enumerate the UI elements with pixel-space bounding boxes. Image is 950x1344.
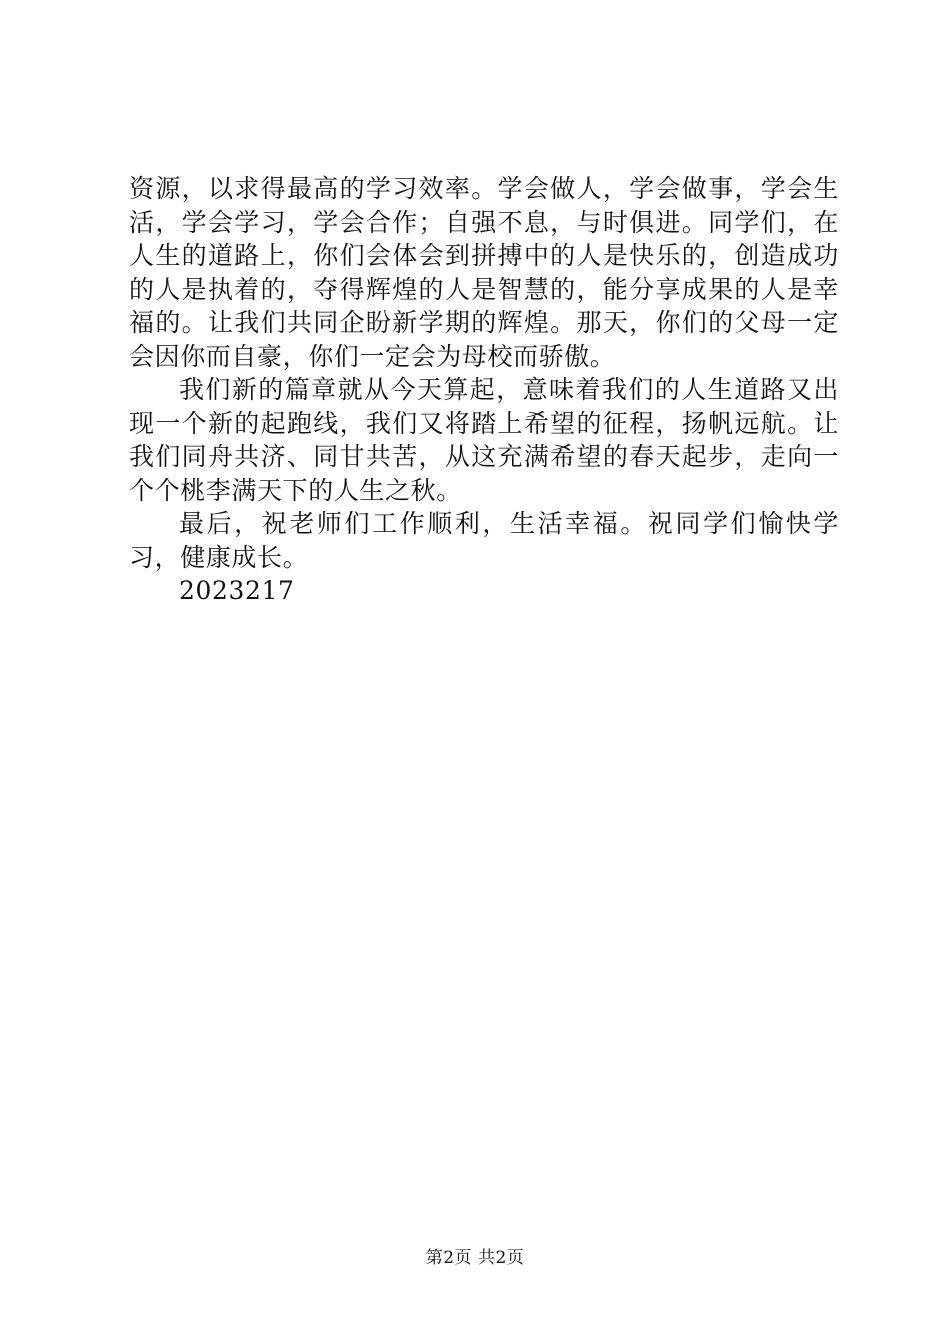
page-footer [0,1243,950,1268]
document-date: 2023217 [179,576,295,605]
paragraph-2: 我们新的篇章就从今天算起，意味着我们的人生道路又出现一个新的起跑线，我们又将踏上希望的征程，扬帆远航。让我们同舟共济、同甘共苦，从这充满希望的春天起步，走向一个个桃李满天下的人生之秋。 [129,375,839,505]
page-number-label: 第2页 共2页 [425,1248,525,1268]
paragraph-1: 资源，以求得最高的学习效率。学会做人，学会做事，学会生活，学会学习，学会合作；自强不息，与时俱进。同学们，在人生的道路上，你们会体会到拼搏中的人是快乐的，创造成功的人是执着的，夺得辉煌的人是智慧的，能分享成果的人是幸福的。让我们共同企盼新学期的辉煌。那天，你们的父母一定会因你而自豪，你们一定会为母校而骄傲。 [129,174,839,371]
paragraph-3: 最后，祝老师们工作顺利，生活幸福。祝同学们愉快学习，健康成长。 [129,509,839,572]
document-body [129,172,839,608]
